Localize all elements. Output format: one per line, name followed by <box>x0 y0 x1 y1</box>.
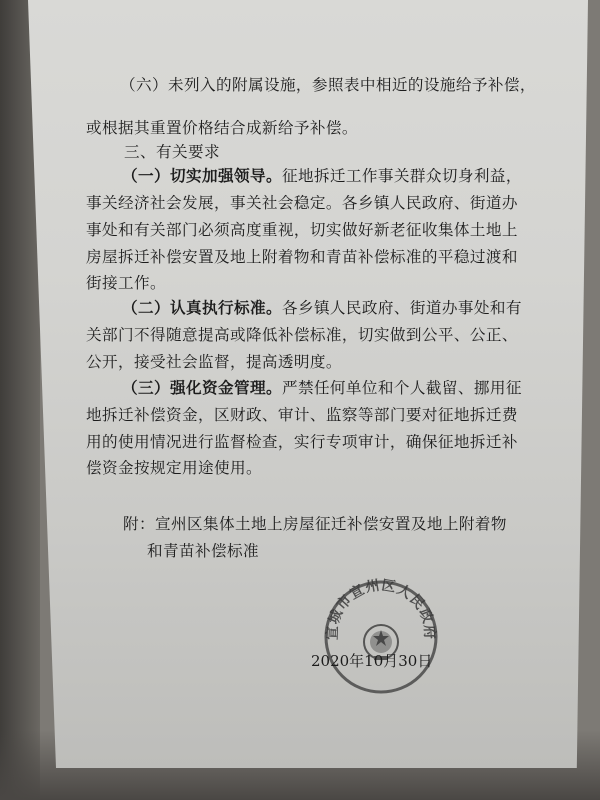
s1-line-2: 事关经济社会发展，事关社会稳定。各乡镇人民政府、街道办 <box>86 194 518 212</box>
s2-line-1-text: 各乡镇人民政府、街道办事处和有 <box>281 299 522 317</box>
s2-heading: （二）认真执行标准。 <box>122 299 282 317</box>
s3-line-3: 用的使用情况进行监督检查，实行专项审计，确保征地拆迁补 <box>86 433 518 451</box>
s2-line-2: 关部门不得随意提高或降低补偿标准，切实做到公平、公正、 <box>86 326 518 344</box>
seal-text: 宣城市宣州区人民政府 <box>324 578 438 641</box>
s1-heading: （一）切实加强领导。 <box>122 167 282 185</box>
attachment-line-1 <box>123 512 507 534</box>
document-date: 2020年10月30日 <box>311 652 433 670</box>
official-seal <box>322 578 440 696</box>
s2-line-3: 公开，接受社会监督，提高透明度。 <box>86 353 342 371</box>
s1-line-1 <box>122 164 522 186</box>
s2-line-1 <box>122 296 522 318</box>
s1-line-5: 街接工作。 <box>86 274 166 292</box>
s3-line-2: 地拆迁补偿资金，区财政、审计、监察等部门要对征地拆迁费 <box>86 406 518 424</box>
s3-line-1 <box>122 376 522 398</box>
p6-line-2: 或根据其重置价格结合成新给予补偿。 <box>86 119 358 137</box>
s1-line-1-text: 征地拆迁工作事关群众切身利益， <box>281 167 522 185</box>
s3-heading: （三）强化资金管理。 <box>122 379 282 397</box>
section-3-heading: 三、有关要求 <box>124 143 220 161</box>
s1-line-4: 房屋拆迁补偿安置及地上附着物和青苗补偿标准的平稳过渡和 <box>86 248 518 266</box>
s3-line-1-text: 严禁任何单位和个人截留、挪用征 <box>281 379 522 397</box>
p6-line-1: （六）未列入的附属设施，参照表中相近的设施给予补偿， <box>120 76 536 94</box>
s3-line-4: 偿资金按规定用途使用。 <box>86 459 262 477</box>
attachment-label: 附： <box>123 515 155 533</box>
attachment-line-2: 和青苗补偿标准 <box>147 542 259 560</box>
s1-line-3: 事处和有关部门必须高度重视，切实做好新老征收集体土地上 <box>86 221 518 239</box>
attachment-title-1: 宣州区集体土地上房屋征迁补偿安置及地上附着物 <box>155 515 507 533</box>
